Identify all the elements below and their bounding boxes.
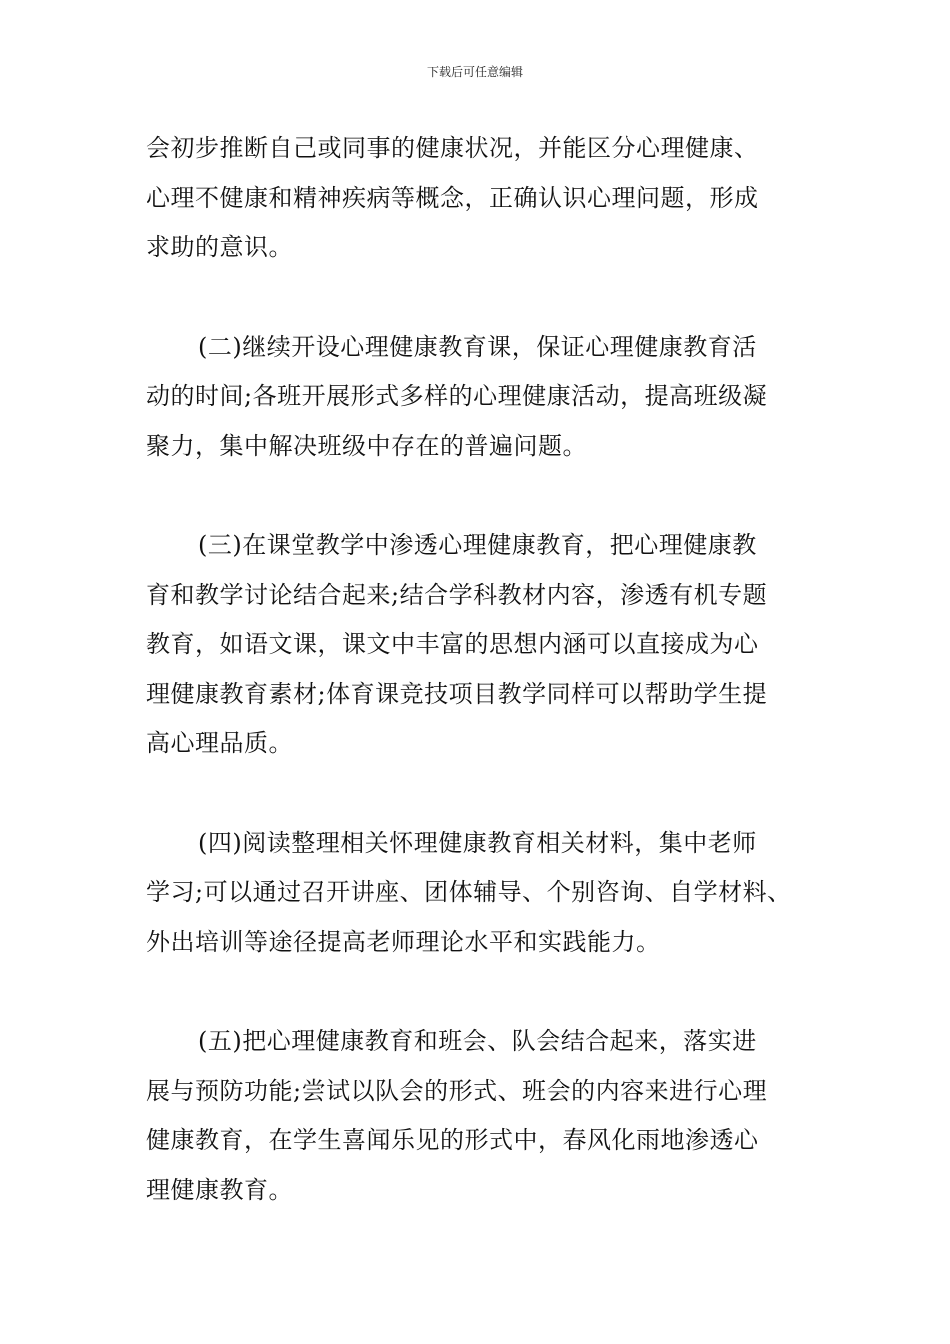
paragraph-continuation: 会初步推断自己或同事的健康状况，并能区分心理健康、 心理不健康和精神疾病等概念，正确认识心理问题，形成 求助的意识。 [146,134,759,261]
paragraph-gap [146,967,818,1017]
paragraph-item-4: (四)阅读整理相关怀理健康教育相关材料，集中老师 学习;可以通过召开讲座、团体辅导、个别咨询、自学材料、 外出培训等途径提高老师理论水平和实践能力。 [146,828,792,956]
document-body [146,124,818,1215]
paragraph-gap [146,769,818,819]
paragraph-gap [146,471,818,521]
paragraph-gap [146,273,818,323]
page-header-note: 下载后可任意编辑 [426,65,523,79]
paragraph-item-2: (二)继续开设心理健康教育课，保证心理健康教育活 动的时间;各班开展形式多样的心理健康活动，提高班级凝 聚力，集中解决班级中存在的普遍问题。 [146,332,768,460]
paragraph-item-5: (五)把心理健康教育和班会、队会结合起来，落实进 展与预防功能;尝试以队会的形式、班会的内容来进行心理 健康教育，在学生喜闻乐见的形式中，春风化雨地渗透心 理健康教育。 [146,1027,768,1204]
paragraph-item-3: (三)在课堂教学中渗透心理健康教育，把心理健康教 育和教学讨论结合起来;结合学科教材内容，渗透有机专题 教育，如语文课，课文中丰富的思想内涵可以直接成为心 理健康教育素材;体育课竞技项目教学同样可以帮助学生提 高心理品质。 [146,531,768,757]
